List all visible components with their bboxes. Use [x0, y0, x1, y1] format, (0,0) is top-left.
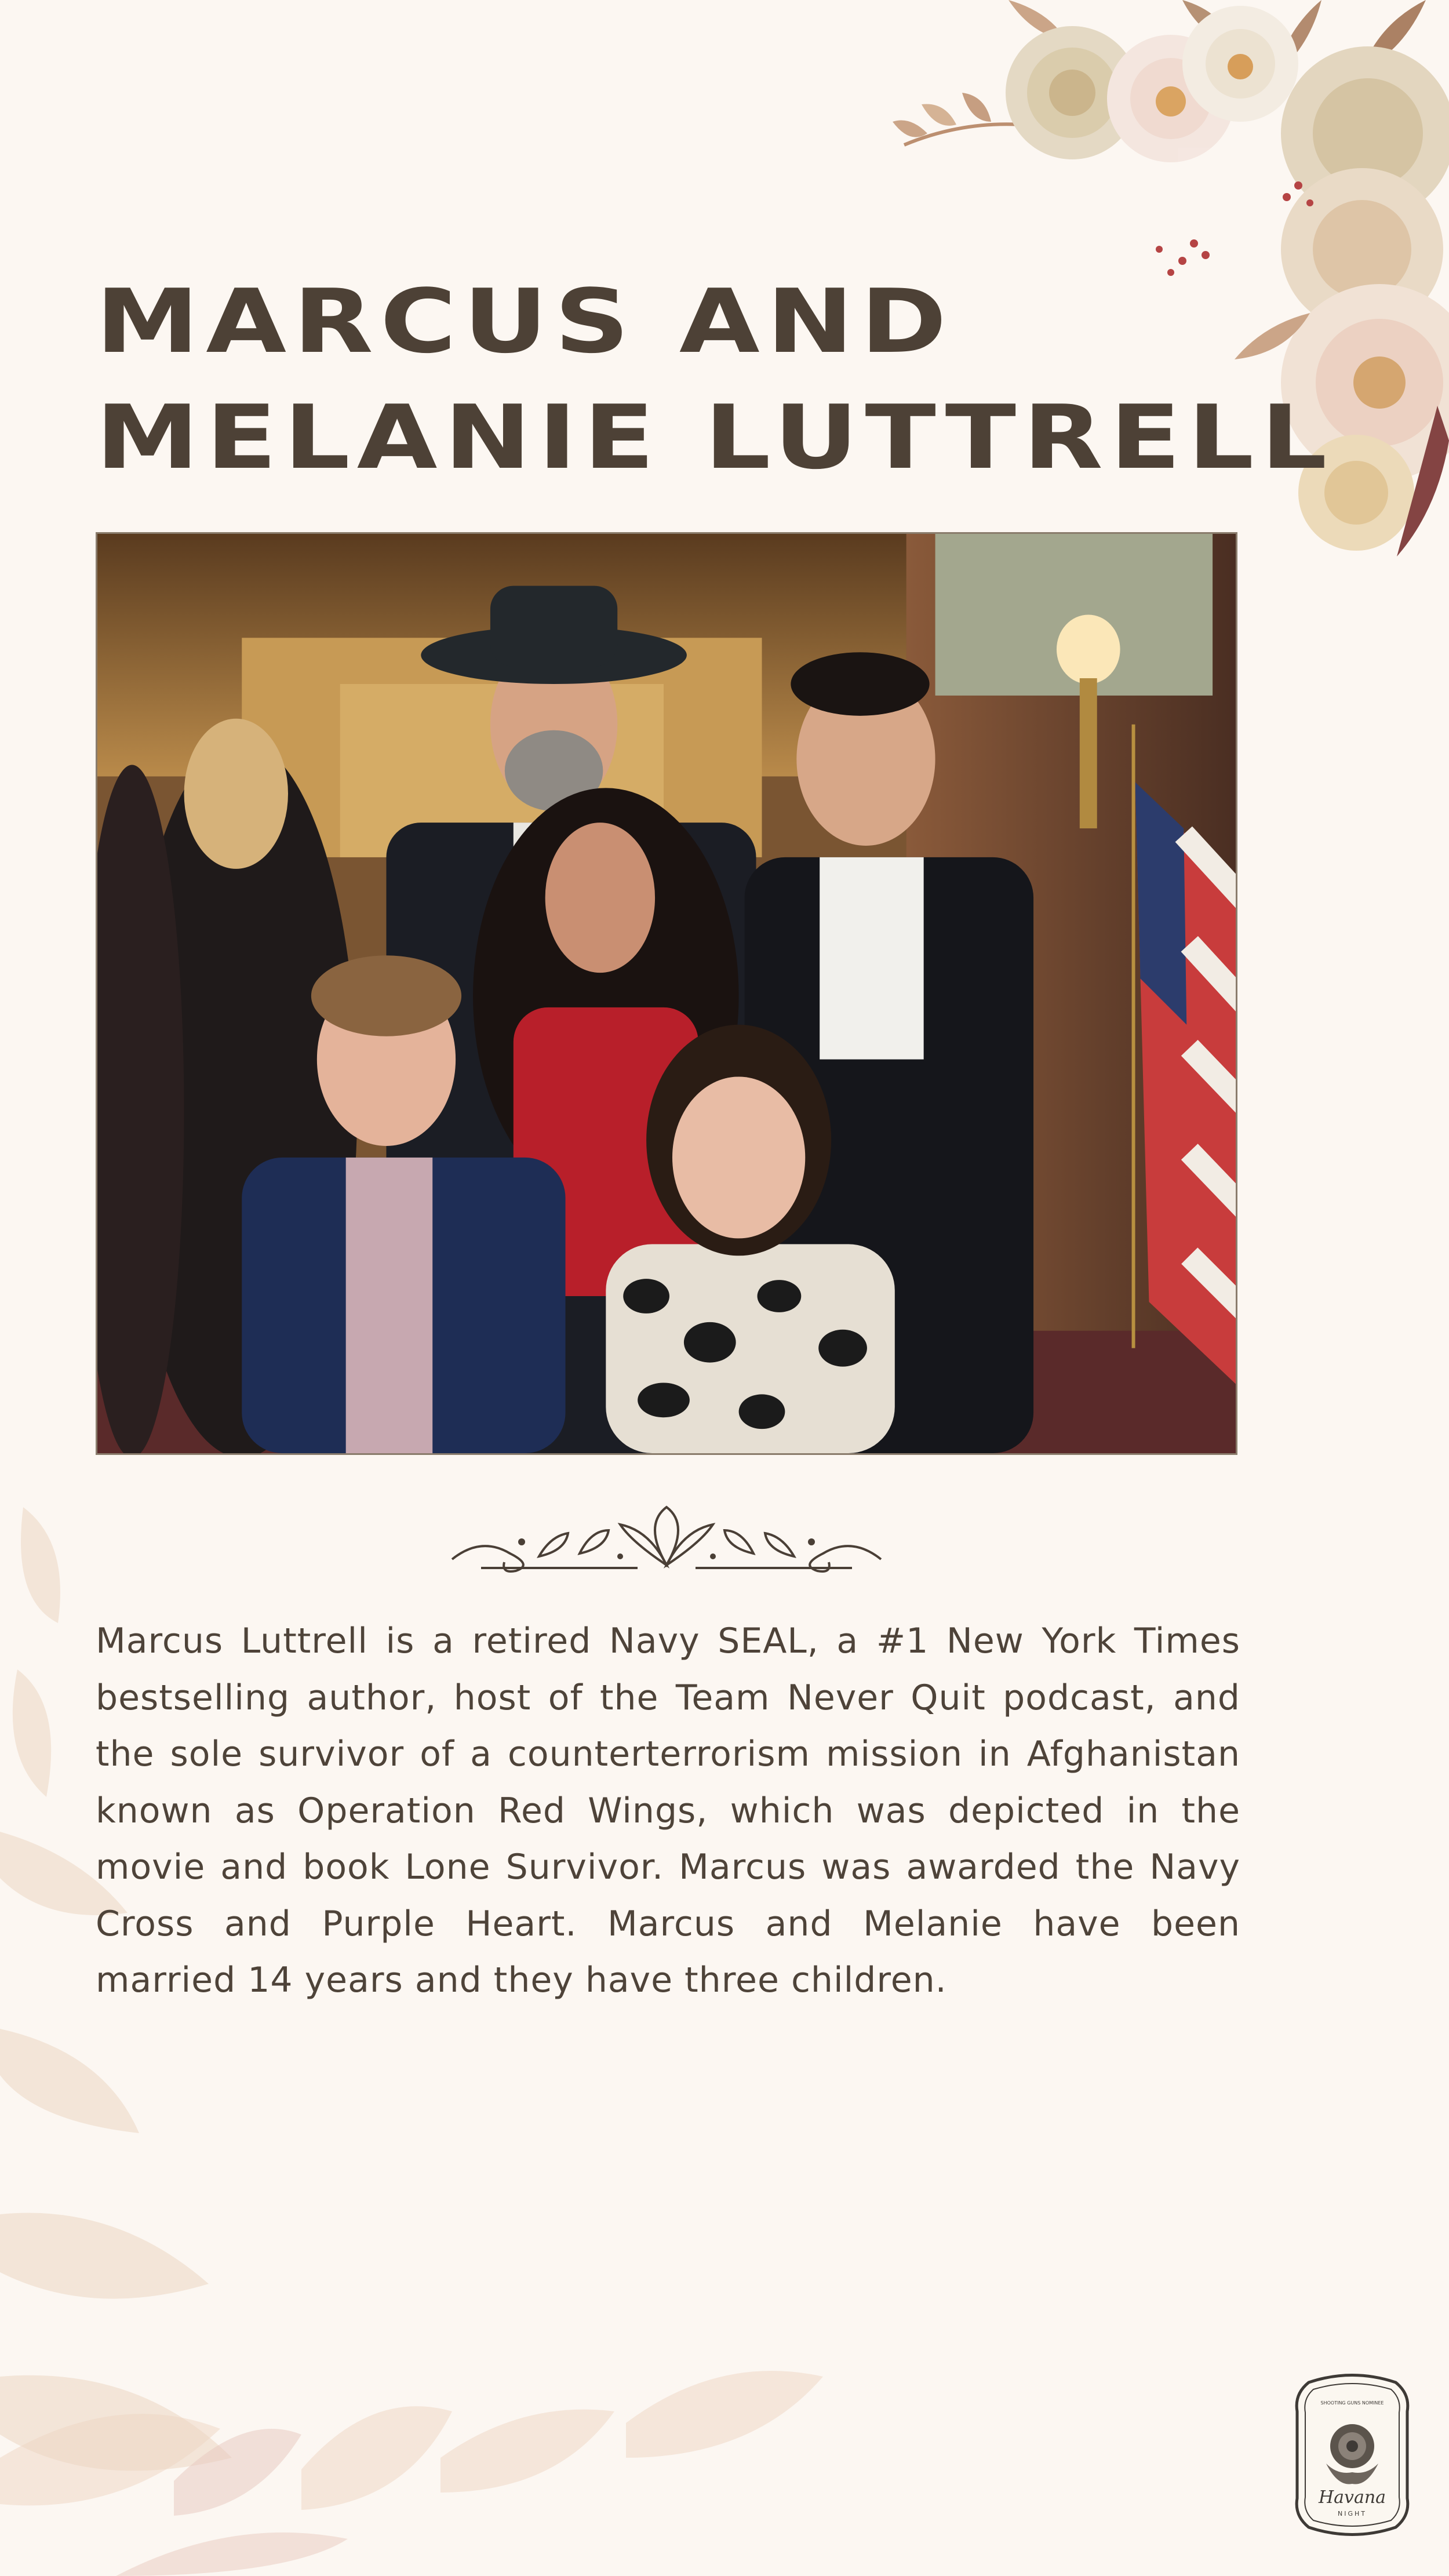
ornament-divider — [446, 1501, 887, 1577]
badge-sub: NIGHT — [1338, 2510, 1367, 2517]
bottom-foliage-decoration — [0, 2237, 869, 2576]
page-title — [96, 264, 1449, 496]
bio-paragraph: Marcus Luttrell is a retired Navy SEAL, a #1 New York Times bestselling author, host of the Team Never Quit podcast, and the sole survivor of a counterterrorism mission in Afghanistan known as Operation Red Wings, which was depicted in the movie and book Lone Survivor. Marcus was awarded the Navy Cross and Purple Heart. Marcus and Melanie have been married 14 years and they have three children. — [96, 1621, 1240, 2000]
family-photo — [96, 532, 1237, 1455]
badge-name: Havana — [1318, 2487, 1386, 2508]
badge-top-text: SHOOTING GUNS NOMINEE — [1320, 2400, 1384, 2406]
title-line-2: MELANIE LUTTRELL — [96, 386, 1334, 489]
title-line-1: MARCUS AND — [96, 270, 954, 373]
family-photo-illustration — [97, 534, 1236, 1453]
havana-night-badge — [1291, 2371, 1413, 2539]
